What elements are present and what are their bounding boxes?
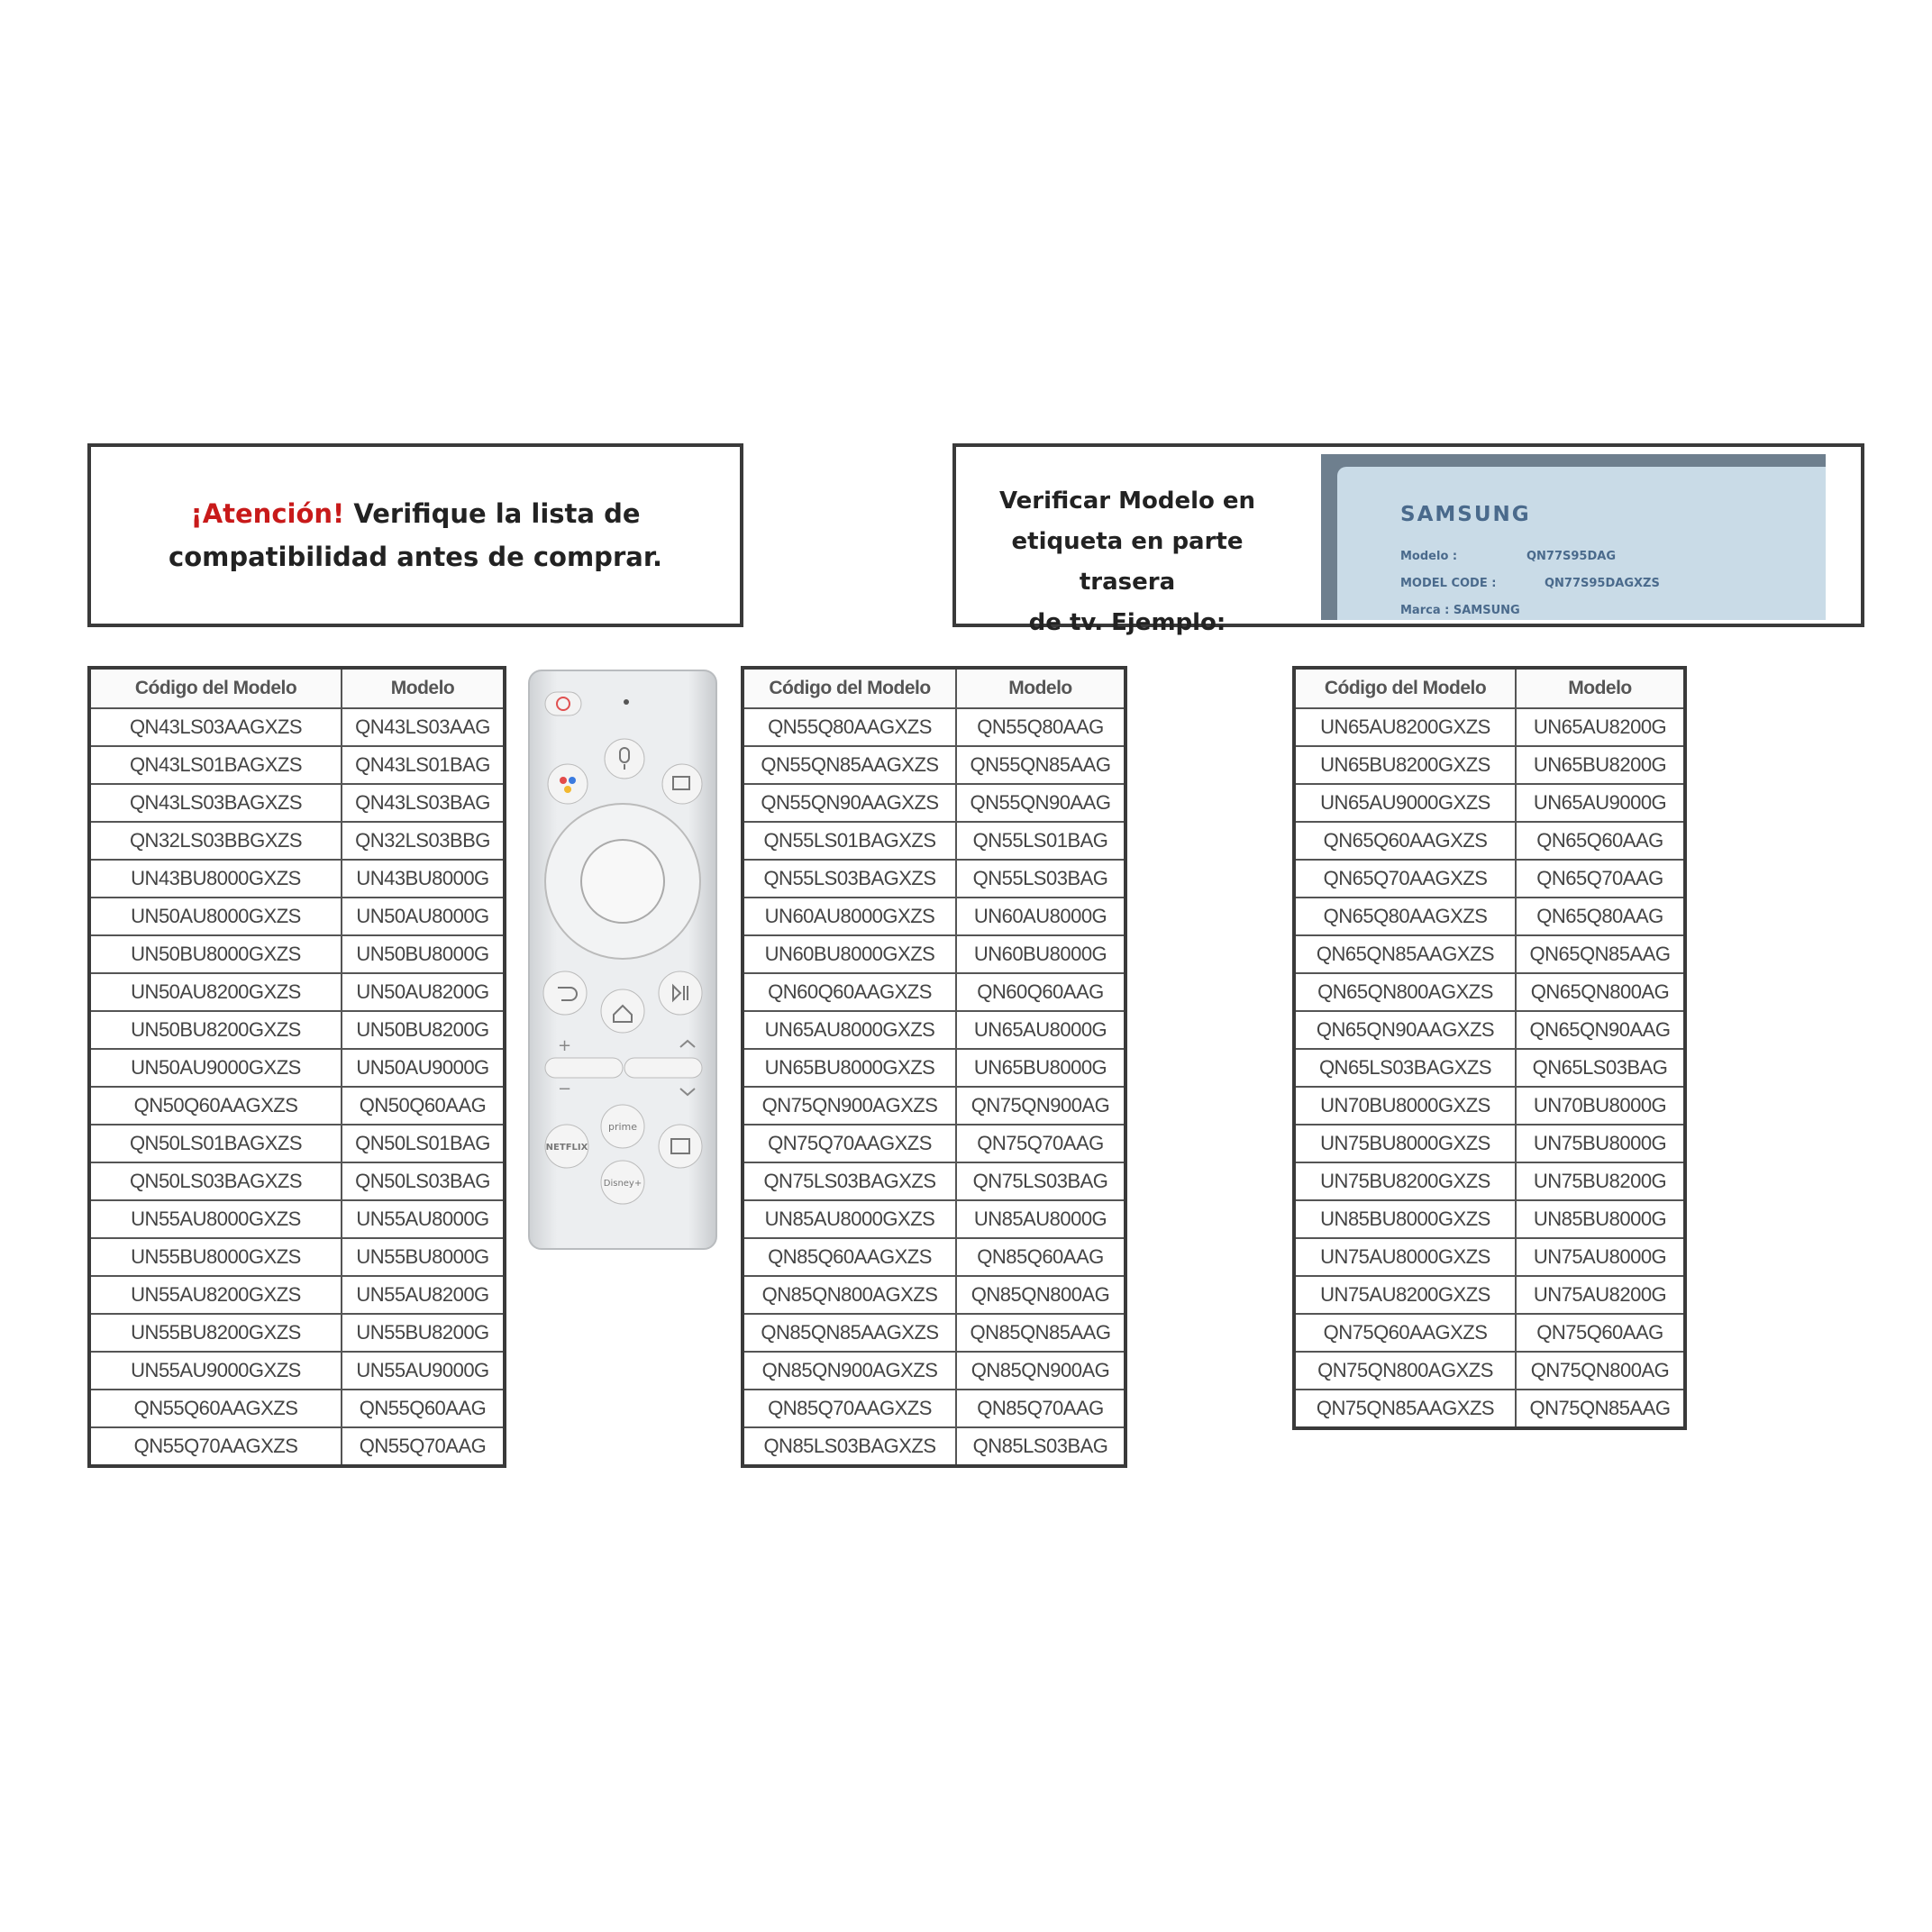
table-row bbox=[89, 1314, 505, 1352]
table-row bbox=[89, 1390, 505, 1427]
model-code-cell: UN50BU8200GXZS bbox=[89, 1011, 342, 1049]
model-code-cell: UN75BU8200GXZS bbox=[1294, 1162, 1516, 1200]
model-code-cell: QN55QN90AAGXZS bbox=[743, 784, 956, 822]
label-marca-line: Marca : SAMSUNG bbox=[1400, 604, 1520, 617]
table-row bbox=[89, 784, 505, 822]
samsung-tv-plus-icon bbox=[659, 1125, 702, 1168]
model-cell: UN50BU8200G bbox=[342, 1011, 505, 1049]
model-code-cell: QN75QN800AGXZS bbox=[1294, 1352, 1516, 1390]
model-code-cell: QN75LS03BAGXZS bbox=[743, 1162, 956, 1200]
model-code-cell: UN55BU8000GXZS bbox=[89, 1238, 342, 1276]
verify-line1: Verificar Modelo en bbox=[998, 488, 1256, 515]
play-pause-icon bbox=[659, 971, 702, 1015]
model-cell: QN55Q70AAG bbox=[342, 1427, 505, 1466]
model-cell: UN65BU8000G bbox=[956, 1049, 1125, 1087]
table-row bbox=[89, 860, 505, 898]
table-row bbox=[743, 1087, 1125, 1125]
model-code-cell: UN43BU8000GXZS bbox=[89, 860, 342, 898]
model-code-cell: UN75BU8000GXZS bbox=[1294, 1125, 1516, 1162]
model-code-cell: QN85QN900AGXZS bbox=[743, 1352, 956, 1390]
table-row bbox=[1294, 784, 1685, 822]
header-model: Modelo bbox=[956, 668, 1125, 708]
model-code-cell: QN50LS03BAGXZS bbox=[89, 1162, 342, 1200]
model-code-cell: QN65QN800AGXZS bbox=[1294, 973, 1516, 1011]
model-cell: QN55QN90AAG bbox=[956, 784, 1125, 822]
label-brand: SAMSUNG bbox=[1400, 503, 1531, 526]
table-row bbox=[1294, 1314, 1685, 1352]
verify-model-box bbox=[952, 443, 1864, 636]
model-code-cell: QN55Q60AAGXZS bbox=[89, 1390, 342, 1427]
model-cell: UN75BU8000G bbox=[1516, 1125, 1685, 1162]
compatibility-table-1 bbox=[87, 666, 506, 1468]
model-code-cell: QN75Q70AAGXZS bbox=[743, 1125, 956, 1162]
model-code-cell: UN55AU8000GXZS bbox=[89, 1200, 342, 1238]
table-row bbox=[743, 1162, 1125, 1200]
label-code-key: MODEL CODE : bbox=[1400, 577, 1497, 590]
table-row bbox=[1294, 935, 1685, 973]
model-code-cell: QN43LS03BAGXZS bbox=[89, 784, 342, 822]
table-row bbox=[1294, 822, 1685, 860]
model-cell: UN50AU8200G bbox=[342, 973, 505, 1011]
model-code-cell: QN55Q80AAGXZS bbox=[743, 708, 956, 746]
model-cell: QN43LS03BAG bbox=[342, 784, 505, 822]
table-row bbox=[743, 1238, 1125, 1276]
svg-text:prime: prime bbox=[607, 1121, 638, 1133]
table-row bbox=[89, 973, 505, 1011]
compatibility-notice bbox=[87, 443, 743, 627]
model-cell: UN55AU9000G bbox=[342, 1352, 505, 1390]
model-code-cell: UN65AU8000GXZS bbox=[743, 1011, 956, 1049]
model-cell: QN85QN900AG bbox=[956, 1352, 1125, 1390]
table-row bbox=[89, 746, 505, 784]
disney-button bbox=[601, 1161, 644, 1204]
model-cell: UN55AU8000G bbox=[342, 1200, 505, 1238]
model-cell: UN85AU8000G bbox=[956, 1200, 1125, 1238]
table-row bbox=[89, 1238, 505, 1276]
model-cell: QN55LS03BAG bbox=[956, 860, 1125, 898]
power-icon bbox=[545, 692, 581, 715]
model-code-cell: UN50BU8000GXZS bbox=[89, 935, 342, 973]
assistant-icon bbox=[548, 764, 588, 804]
model-cell: QN50LS01BAG bbox=[342, 1125, 505, 1162]
table-row bbox=[743, 822, 1125, 860]
model-cell: QN65QN800AG bbox=[1516, 973, 1685, 1011]
label-code-value: QN77S95DAGXZS bbox=[1545, 577, 1660, 590]
header-code: Código del Modelo bbox=[743, 668, 956, 708]
multiview-icon bbox=[662, 764, 702, 804]
model-cell: UN50BU8000G bbox=[342, 935, 505, 973]
model-code-cell: QN75QN85AAGXZS bbox=[1294, 1390, 1516, 1428]
model-code-cell: QN60Q60AAGXZS bbox=[743, 973, 956, 1011]
model-code-cell: UN65BU8000GXZS bbox=[743, 1049, 956, 1087]
model-cell: QN32LS03BBG bbox=[342, 822, 505, 860]
model-code-cell: UN75AU8200GXZS bbox=[1294, 1276, 1516, 1314]
compatibility-table-2 bbox=[741, 666, 1127, 1468]
model-code-cell: UN65AU9000GXZS bbox=[1294, 784, 1516, 822]
model-cell: UN75AU8000G bbox=[1516, 1238, 1685, 1276]
model-code-cell: UN60BU8000GXZS bbox=[743, 935, 956, 973]
model-code-cell: QN65Q60AAGXZS bbox=[1294, 822, 1516, 860]
table-row bbox=[89, 708, 505, 746]
header-model: Modelo bbox=[1516, 668, 1685, 708]
model-cell: UN65AU9000G bbox=[1516, 784, 1685, 822]
back-icon bbox=[543, 971, 587, 1015]
label-code-line bbox=[1400, 577, 1660, 590]
model-code-cell: QN50LS01BAGXZS bbox=[89, 1125, 342, 1162]
table-row bbox=[743, 935, 1125, 973]
model-cell: QN85QN800AG bbox=[956, 1276, 1125, 1314]
model-code-cell: QN65Q80AAGXZS bbox=[1294, 898, 1516, 935]
model-cell: QN65Q60AAG bbox=[1516, 822, 1685, 860]
model-code-cell: UN55AU8200GXZS bbox=[89, 1276, 342, 1314]
model-cell: QN55Q60AAG bbox=[342, 1390, 505, 1427]
model-cell: QN85Q60AAG bbox=[956, 1238, 1125, 1276]
notice-line1: Verifique la lista de bbox=[344, 498, 641, 529]
model-cell: QN75Q70AAG bbox=[956, 1125, 1125, 1162]
label-model-value: QN77S95DAG bbox=[1526, 550, 1616, 563]
header-model: Modelo bbox=[342, 668, 505, 708]
table-row bbox=[89, 1162, 505, 1200]
directional-pad bbox=[545, 804, 700, 959]
table-body bbox=[1294, 708, 1685, 1428]
table-row bbox=[743, 1049, 1125, 1087]
table-row bbox=[1294, 1390, 1685, 1428]
table-row bbox=[743, 898, 1125, 935]
model-cell: QN65Q80AAG bbox=[1516, 898, 1685, 935]
model-cell: QN75QN900AG bbox=[956, 1087, 1125, 1125]
model-cell: QN55Q80AAG bbox=[956, 708, 1125, 746]
table-row bbox=[743, 860, 1125, 898]
model-code-cell: QN55LS01BAGXZS bbox=[743, 822, 956, 860]
verify-text bbox=[974, 481, 1280, 643]
model-cell: UN50AU8000G bbox=[342, 898, 505, 935]
model-cell: QN50Q60AAG bbox=[342, 1087, 505, 1125]
table-body bbox=[89, 708, 505, 1466]
home-icon bbox=[601, 989, 644, 1033]
remote-control-image bbox=[527, 669, 718, 1251]
model-cell: QN50LS03BAG bbox=[342, 1162, 505, 1200]
model-cell: UN60BU8000G bbox=[956, 935, 1125, 973]
table-row bbox=[1294, 1125, 1685, 1162]
table-row bbox=[1294, 898, 1685, 935]
table-body bbox=[743, 708, 1125, 1466]
table-row bbox=[743, 1427, 1125, 1466]
netflix-button bbox=[545, 1125, 588, 1168]
model-cell: UN65BU8200G bbox=[1516, 746, 1685, 784]
model-cell: UN75BU8200G bbox=[1516, 1162, 1685, 1200]
verify-line3: de tv. Ejemplo: bbox=[1028, 609, 1226, 636]
model-cell: QN75QN85AAG bbox=[1516, 1390, 1685, 1428]
svg-text:−: − bbox=[558, 1080, 572, 1098]
model-code-cell: UN75AU8000GXZS bbox=[1294, 1238, 1516, 1276]
table-row bbox=[1294, 1238, 1685, 1276]
svg-text:NETFLIX: NETFLIX bbox=[545, 1143, 588, 1153]
table-row bbox=[1294, 973, 1685, 1011]
model-code-cell: UN50AU8200GXZS bbox=[89, 973, 342, 1011]
model-cell: UN75AU8200G bbox=[1516, 1276, 1685, 1314]
model-code-cell: QN85QN800AGXZS bbox=[743, 1276, 956, 1314]
model-code-cell: QN43LS03AAGXZS bbox=[89, 708, 342, 746]
model-code-cell: UN85AU8000GXZS bbox=[743, 1200, 956, 1238]
table-row bbox=[743, 1314, 1125, 1352]
model-cell: UN85BU8000G bbox=[1516, 1200, 1685, 1238]
model-code-cell: UN85BU8000GXZS bbox=[1294, 1200, 1516, 1238]
model-cell: UN55BU8200G bbox=[342, 1314, 505, 1352]
model-cell: QN65QN85AAG bbox=[1516, 935, 1685, 973]
model-cell: UN65AU8200G bbox=[1516, 708, 1685, 746]
model-cell: UN65AU8000G bbox=[956, 1011, 1125, 1049]
model-code-cell: QN55LS03BAGXZS bbox=[743, 860, 956, 898]
verify-line2: etiqueta en parte trasera bbox=[1011, 528, 1244, 596]
label-photo bbox=[1321, 454, 1826, 620]
notice-text bbox=[169, 492, 662, 579]
notice-alert: ¡Atención! bbox=[190, 498, 345, 529]
model-code-cell: QN55Q70AAGXZS bbox=[89, 1427, 342, 1466]
table-row bbox=[743, 1276, 1125, 1314]
model-code-cell: QN85QN85AAGXZS bbox=[743, 1314, 956, 1352]
prime-button bbox=[601, 1105, 644, 1148]
table-row bbox=[89, 1125, 505, 1162]
table-row bbox=[1294, 1162, 1685, 1200]
model-code-cell: QN50Q60AAGXZS bbox=[89, 1087, 342, 1125]
header-code: Código del Modelo bbox=[1294, 668, 1516, 708]
model-cell: UN43BU8000G bbox=[342, 860, 505, 898]
model-cell: QN75LS03BAG bbox=[956, 1162, 1125, 1200]
model-code-cell: QN65QN85AAGXZS bbox=[1294, 935, 1516, 973]
model-cell: QN65QN90AAG bbox=[1516, 1011, 1685, 1049]
model-code-cell: QN65LS03BAGXZS bbox=[1294, 1049, 1516, 1087]
table-row bbox=[89, 1276, 505, 1314]
model-code-cell: QN65Q70AAGXZS bbox=[1294, 860, 1516, 898]
model-cell: QN43LS03AAG bbox=[342, 708, 505, 746]
table-row bbox=[1294, 1049, 1685, 1087]
label-model-key: Modelo : bbox=[1400, 550, 1458, 563]
model-cell: UN55BU8000G bbox=[342, 1238, 505, 1276]
table-row bbox=[743, 1125, 1125, 1162]
table-row bbox=[1294, 708, 1685, 746]
model-code-cell: UN60AU8000GXZS bbox=[743, 898, 956, 935]
model-cell: UN55AU8200G bbox=[342, 1276, 505, 1314]
table-row bbox=[1294, 1200, 1685, 1238]
model-code-cell: QN85LS03BAGXZS bbox=[743, 1427, 956, 1466]
model-code-cell: UN50AU9000GXZS bbox=[89, 1049, 342, 1087]
notice-line2: compatibilidad antes de comprar. bbox=[169, 542, 662, 572]
svg-text:Disney+: Disney+ bbox=[603, 1179, 642, 1189]
model-code-cell: QN55QN85AAGXZS bbox=[743, 746, 956, 784]
model-cell: QN43LS01BAG bbox=[342, 746, 505, 784]
microphone-icon bbox=[605, 739, 644, 779]
model-code-cell: QN32LS03BBGXZS bbox=[89, 822, 342, 860]
model-cell: UN70BU8000G bbox=[1516, 1087, 1685, 1125]
model-cell: UN60AU8000G bbox=[956, 898, 1125, 935]
table-row bbox=[743, 1390, 1125, 1427]
mic-led-icon bbox=[624, 699, 629, 705]
header-code: Código del Modelo bbox=[89, 668, 342, 708]
label-model-line bbox=[1400, 550, 1616, 563]
table-row bbox=[89, 1049, 505, 1087]
svg-text:+: + bbox=[558, 1036, 572, 1055]
model-cell: QN55LS01BAG bbox=[956, 822, 1125, 860]
table-row bbox=[89, 1352, 505, 1390]
table-row bbox=[743, 708, 1125, 746]
table-row bbox=[89, 822, 505, 860]
model-cell: QN75QN800AG bbox=[1516, 1352, 1685, 1390]
model-code-cell: QN85Q70AAGXZS bbox=[743, 1390, 956, 1427]
table-row bbox=[743, 784, 1125, 822]
model-cell: QN85Q70AAG bbox=[956, 1390, 1125, 1427]
table-row bbox=[89, 1200, 505, 1238]
model-cell: QN60Q60AAG bbox=[956, 973, 1125, 1011]
model-cell: QN65Q70AAG bbox=[1516, 860, 1685, 898]
model-code-cell: UN55BU8200GXZS bbox=[89, 1314, 342, 1352]
table-row bbox=[1294, 1011, 1685, 1049]
model-code-cell: QN75Q60AAGXZS bbox=[1294, 1314, 1516, 1352]
model-cell: QN85QN85AAG bbox=[956, 1314, 1125, 1352]
table-row bbox=[89, 935, 505, 973]
model-cell: QN85LS03BAG bbox=[956, 1427, 1125, 1466]
table-row bbox=[743, 1352, 1125, 1390]
table-row bbox=[743, 746, 1125, 784]
table-row bbox=[1294, 1276, 1685, 1314]
model-code-cell: QN65QN90AAGXZS bbox=[1294, 1011, 1516, 1049]
model-code-cell: UN55AU9000GXZS bbox=[89, 1352, 342, 1390]
table-row bbox=[1294, 860, 1685, 898]
table-row bbox=[89, 1427, 505, 1466]
model-code-cell: UN65AU8200GXZS bbox=[1294, 708, 1516, 746]
model-code-cell: UN70BU8000GXZS bbox=[1294, 1087, 1516, 1125]
model-code-cell: UN65BU8200GXZS bbox=[1294, 746, 1516, 784]
table-row bbox=[743, 973, 1125, 1011]
table-row bbox=[1294, 1352, 1685, 1390]
model-code-cell: QN43LS01BAGXZS bbox=[89, 746, 342, 784]
model-code-cell: QN85Q60AAGXZS bbox=[743, 1238, 956, 1276]
model-cell: QN55QN85AAG bbox=[956, 746, 1125, 784]
model-cell: QN65LS03BAG bbox=[1516, 1049, 1685, 1087]
table-row bbox=[89, 898, 505, 935]
table-row bbox=[743, 1200, 1125, 1238]
model-code-cell: UN50AU8000GXZS bbox=[89, 898, 342, 935]
table-row bbox=[1294, 1087, 1685, 1125]
model-cell: QN75Q60AAG bbox=[1516, 1314, 1685, 1352]
table-row bbox=[743, 1011, 1125, 1049]
model-code-cell: QN75QN900AGXZS bbox=[743, 1087, 956, 1125]
label-sticker bbox=[1337, 467, 1826, 620]
table-row bbox=[89, 1087, 505, 1125]
compatibility-table-3 bbox=[1292, 666, 1687, 1430]
model-cell: UN50AU9000G bbox=[342, 1049, 505, 1087]
table-row bbox=[89, 1011, 505, 1049]
table-row bbox=[1294, 746, 1685, 784]
